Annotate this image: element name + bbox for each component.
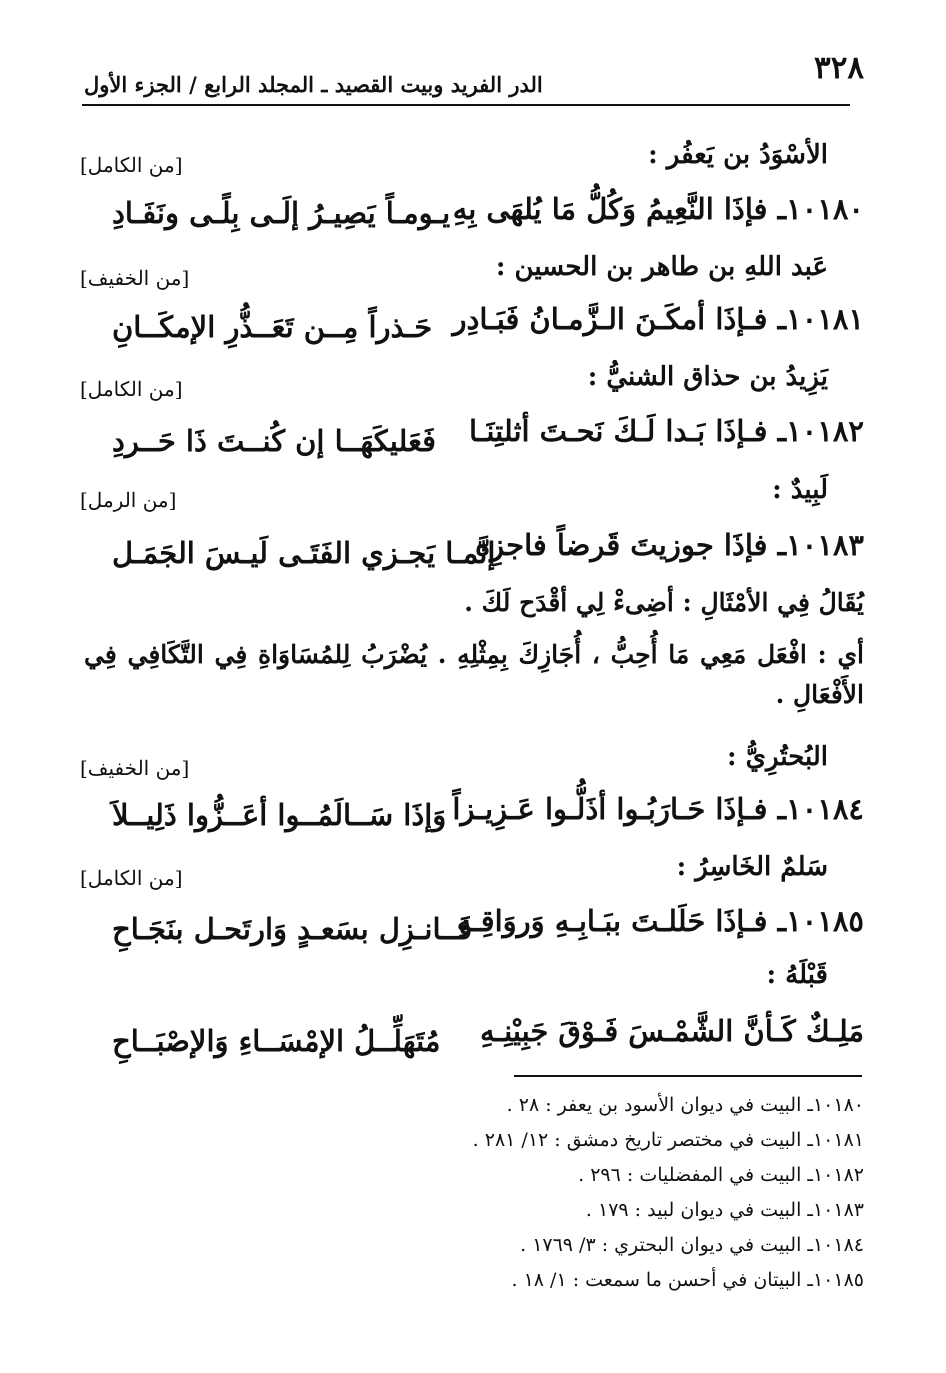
verse-first-hemistich: ١٠١٨٠ـ فإذَا النَّعِيمُ وَكُلُّ مَا يُلهَى بِهِ — [452, 192, 864, 226]
meter-label: [من الخفيف] — [80, 266, 190, 290]
running-title: الدر الفريد وبيت القصيد ـ المجلد الرابع / الجزء الأول — [84, 72, 543, 97]
verse-first-hemistich: مَلِـكٌ كَـأنَّ الشَّمْـسَ فَـوْقَ جَبِيْنِـهِ — [480, 1014, 864, 1048]
verse-second-hemistich: فَــانـزِل بسَعـدٍ وَارتَحـل بنَجَـاحِ — [112, 912, 473, 946]
verse-first-hemistich: ١٠١٨١ـ فـإذَا أمكَـنَ الـزَّمـانُ فَبَـادِر — [452, 302, 864, 336]
meter-label: [من الكامل] — [80, 377, 183, 401]
meter-label: [من الكامل] — [80, 866, 183, 890]
footnote: ١٠١٨٥ـ البيتان في أحسن ما سمعت : ١/ ١٨ . — [511, 1269, 864, 1291]
footnote: ١٠١٨٣ـ البيت في ديوان لبيد : ١٧٩ . — [585, 1199, 864, 1221]
poet-name: يَزِيدُ بن حذاق الشنيُّ : — [587, 362, 828, 392]
verse-first-hemistich: ١٠١٨٥ـ فـإذَا حَلَلـتَ ببَـابِـهِ وَروَاقِـهِ — [456, 904, 864, 938]
verse-second-hemistich: إنَّمـا يَجـزي الفَتَـى لَيـسَ الجَمَـل — [112, 536, 496, 570]
poet-name: البُحتُرِيُّ : — [727, 742, 828, 772]
footnote: ١٠١٨٤ـ البيت في ديوان البحتري : ٣/ ١٧٦٩ . — [520, 1234, 864, 1256]
before-label: قَبْلَهُ : — [766, 960, 828, 990]
verse-second-hemistich: مُتَهَلِّــلُ الإمْسَــاءِ وَالإصْبَــاحِ — [112, 1024, 441, 1058]
poet-name: الأسْوَدُ بن يَعفُر : — [648, 140, 828, 170]
header-rule — [82, 104, 850, 106]
meter-label: [من الرمل] — [80, 488, 177, 512]
page-number: ٣٢٨ — [814, 50, 864, 86]
footnote: ١٠١٨١ـ البيت في مختصر تاريخ دمشق : ١٢/ ٢٨١ . — [472, 1129, 864, 1151]
verse-second-hemistich: حَـذراً مِــن تَعَــذُّرِ الإمكَــانِ — [112, 310, 433, 344]
poet-name: عَبد اللهِ بن طاهر بن الحسين : — [495, 252, 828, 282]
footnote: ١٠١٨٠ـ البيت في ديوان الأسود بن يعفر : ٢٨ . — [506, 1094, 864, 1116]
meter-label: [من الخفيف] — [80, 756, 190, 780]
verse-first-hemistich: ١٠١٨٢ـ فـإذَا بَـدا لَـكَ نَحـتَ أثلتِنَـا — [469, 414, 864, 448]
proverb-line: يُقَالُ فِي الأمْثَالِ : أضِىءْ لِي أقْدَح لَكَ . — [464, 588, 864, 617]
verse-first-hemistich: ١٠١٨٣ـ فإذَا جوزيتَ قَرضاً فاجزِه — [474, 528, 864, 562]
verse-second-hemistich: وَإذَا سَــالَمُــوا أعَــزُّوا ذَلِيــلاَ — [112, 798, 447, 832]
proverb-explanation-end: الأَفْعَالِ . — [775, 680, 864, 709]
verse-second-hemistich: يـومـاً يَصِيـرُ إلَـى بِلًـى ونَفَـادِ — [112, 196, 451, 230]
poet-name: لَبِيدٌ : — [772, 475, 828, 505]
meter-label: [من الكامل] — [80, 153, 183, 177]
verse-first-hemistich: ١٠١٨٤ـ فـإذَا حَـارَبُـوا أذَلُّـوا عَـزِيـزاً — [452, 792, 864, 826]
poet-name: سَلمٌ الخَاسِرُ : — [676, 852, 828, 882]
footnote-rule — [514, 1075, 862, 1077]
footnote: ١٠١٨٢ـ البيت في المفضليات : ٢٩٦ . — [578, 1164, 864, 1186]
verse-second-hemistich: فَعَليكَهَــا إن كُنــتَ ذَا حَــردِ — [112, 424, 436, 458]
proverb-explanation: أي : افْعَل مَعِي مَا أُحِبُّ ، أُجَازِكَ بِمِثْلِهِ . يُضْرَبُ لِلمُسَاوَاةِ فِي التَّكَافِي فِي — [84, 640, 864, 669]
